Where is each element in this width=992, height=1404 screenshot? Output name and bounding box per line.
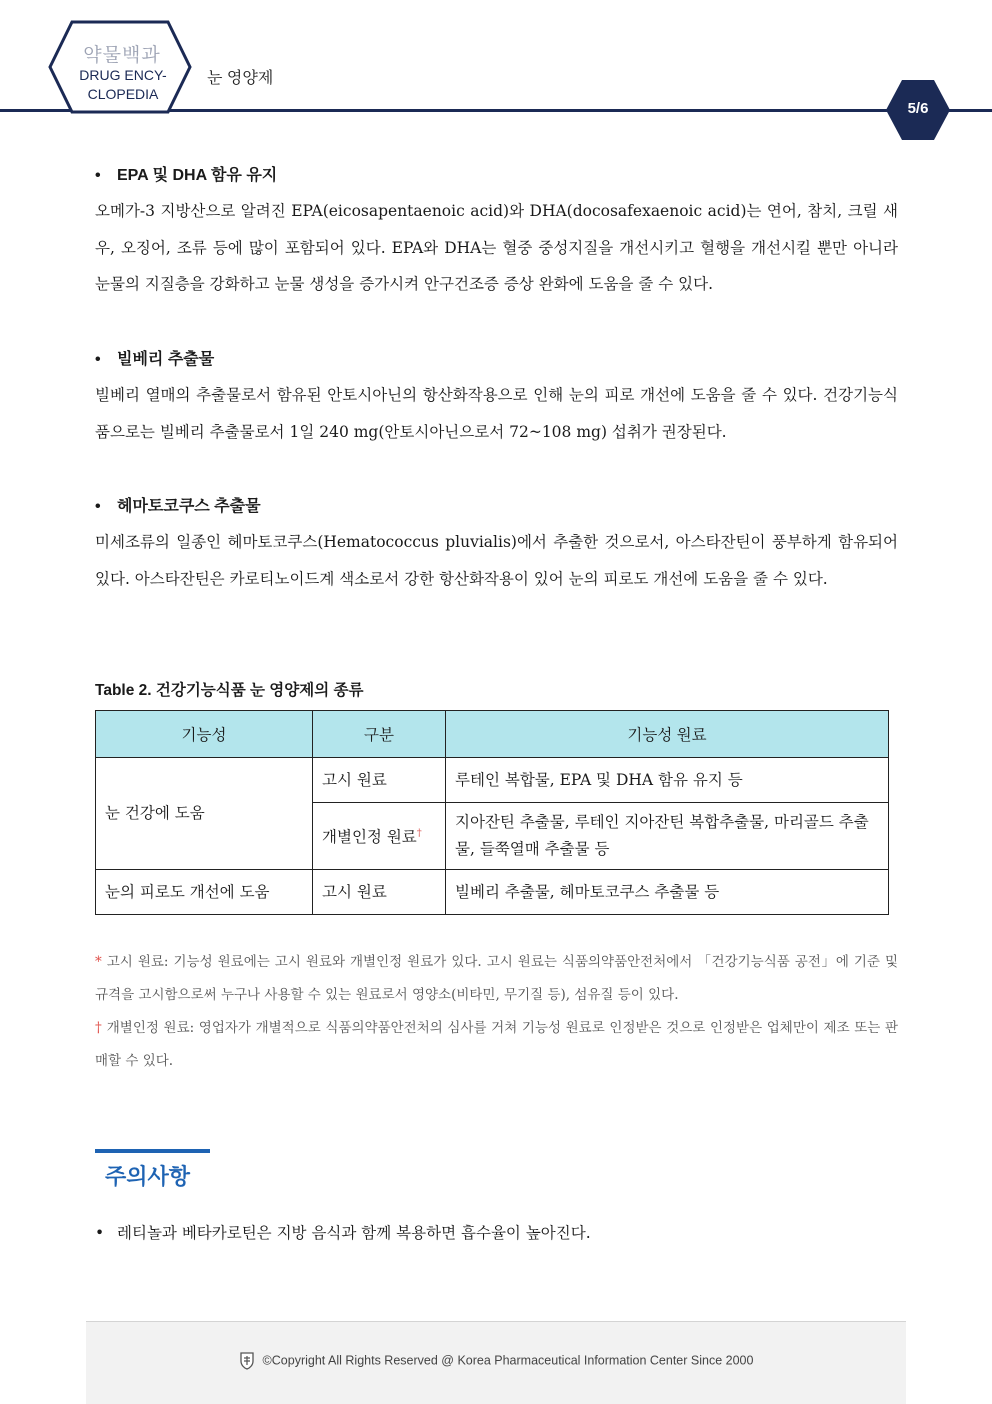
section-heading bbox=[95, 162, 898, 185]
caution-item bbox=[95, 1221, 591, 1243]
table-header-row bbox=[96, 711, 889, 758]
table-header-cell: 구분 bbox=[313, 711, 446, 758]
caution-title: 주의사항 bbox=[105, 1164, 191, 1189]
function-cell: 눈의 피로도 개선에 도움 bbox=[96, 870, 313, 915]
category-text: 개별인정 원료 bbox=[322, 828, 417, 847]
bullet-marker: • bbox=[95, 351, 101, 368]
materials-cell: 빌베리 추출물, 헤마토코쿠스 추출물 등 bbox=[446, 870, 889, 915]
note-text: 개별인정 원료: 영업자가 개별적으로 식품의약품안전처의 심사를 거쳐 기능성 원료로 인정받은 것으로 인정받은 업체만이 제조 또는 판매할 수 있다. bbox=[95, 1020, 899, 1069]
logo-english-line-1: DRUG ENCY- bbox=[79, 67, 167, 83]
section-title: EPA 및 DHA 함유 유지 bbox=[117, 167, 278, 184]
page-indicator: 5/6 bbox=[907, 100, 929, 117]
caution-accent-bar bbox=[95, 1149, 210, 1153]
footer-copyright bbox=[86, 1352, 906, 1370]
note-mark: † bbox=[95, 1020, 103, 1036]
note-item bbox=[95, 946, 898, 1012]
shield-icon bbox=[239, 1352, 255, 1370]
note-mark: * bbox=[95, 954, 102, 970]
section-heading bbox=[95, 493, 898, 516]
materials-cell: 지아잔틴 추출물, 루테인 지아잔틴 복합추출물, 마리골드 추출물, 들쭉열매 추출물 등 bbox=[446, 803, 889, 870]
section-bilberry bbox=[95, 346, 898, 450]
function-cell: 눈 건강에 도움 bbox=[96, 758, 313, 870]
bullet-marker: • bbox=[95, 498, 101, 515]
document-title: 눈 영양제 bbox=[207, 70, 274, 87]
category-cell bbox=[313, 803, 446, 870]
note-item bbox=[95, 1012, 898, 1078]
logo-english bbox=[68, 66, 178, 104]
table-row bbox=[96, 758, 889, 803]
dagger-mark: † bbox=[416, 828, 422, 840]
copyright-text: ©Copyright All Rights Reserved @ Korea Pharmaceutical Information Center Since 2000 bbox=[262, 1353, 754, 1368]
section-title: 빌베리 추출물 bbox=[117, 351, 215, 368]
caution-text: 레티놀과 베타카로틴은 지방 음식과 함께 복용하면 흡수율이 높아진다. bbox=[117, 1224, 591, 1242]
logo-english-line-2: CLOPEDIA bbox=[87, 86, 159, 102]
category-cell: 고시 원료 bbox=[313, 758, 446, 803]
table-notes bbox=[95, 946, 898, 1078]
footer bbox=[86, 1321, 906, 1404]
table-caption: Table 2. 건강기능식품 눈 영양제의 종류 bbox=[95, 682, 364, 699]
section-body: 미세조류의 일종인 헤마토코쿠스(Hematococcus pluvialis)에서 추출한 것으로서, 아스타잔틴이 풍부하게 함유되어 있다. 아스타잔틴은 카로티노이드계 색소로서 강한 항산화작용이 있어 눈의 피로도 개선에 도움을 줄 수 있다. bbox=[95, 533, 898, 588]
section-haematococcus bbox=[95, 493, 898, 597]
note-text: 고시 원료: 기능성 원료에는 고시 원료와 개별인정 원료가 있다. 고시 원료는 식품의약품안전처에서 「건강기능식품 공전」에 기준 및 규격을 고시함으로써 누구나 사용할 수 있는 원료로서 영양소(비타민, 무기질 등), 섬유질 등이 있다. bbox=[95, 954, 898, 1003]
section-body: 빌베리 열매의 추출물로서 함유된 안토시아닌의 항산화작용으로 인해 눈의 피로 개선에 도움을 줄 수 있다. 건강기능식품으로는 빌베리 추출물로서 1일 240 mg(안토시아닌으로서 72~108 mg) 섭취가 권장된다. bbox=[95, 386, 898, 441]
logo-korean: 약물백과 bbox=[83, 45, 161, 66]
section-body: 오메가-3 지방산으로 알려진 EPA(eicosapentaenoic acid)와 DHA(docosafexaenoic acid)는 연어, 참치, 크릴 새우, 오징어, 조류 등에 많이 포함되어 있다. EPA와 DHA는 혈중 중성지질을 개선시키고 혈행을 개선시킬 뿐만 아니라 눈물의 지질층을 강화하고 눈물 생성을 증가시켜 안구건조증 증상 완화에 도움을 줄 수 있다. bbox=[95, 202, 898, 293]
section-title: 헤마토코쿠스 추출물 bbox=[117, 498, 261, 515]
table-row bbox=[96, 870, 889, 915]
table-header-cell: 기능성 bbox=[96, 711, 313, 758]
section-heading bbox=[95, 346, 898, 369]
materials-cell: 루테인 복합물, EPA 및 DHA 함유 유지 등 bbox=[446, 758, 889, 803]
category-cell: 고시 원료 bbox=[313, 870, 446, 915]
eye-supplement-table bbox=[95, 710, 889, 915]
bullet-marker: • bbox=[95, 1224, 105, 1242]
table-header-cell: 기능성 원료 bbox=[446, 711, 889, 758]
bullet-marker: • bbox=[95, 167, 101, 184]
section-epa-dha bbox=[95, 162, 898, 303]
